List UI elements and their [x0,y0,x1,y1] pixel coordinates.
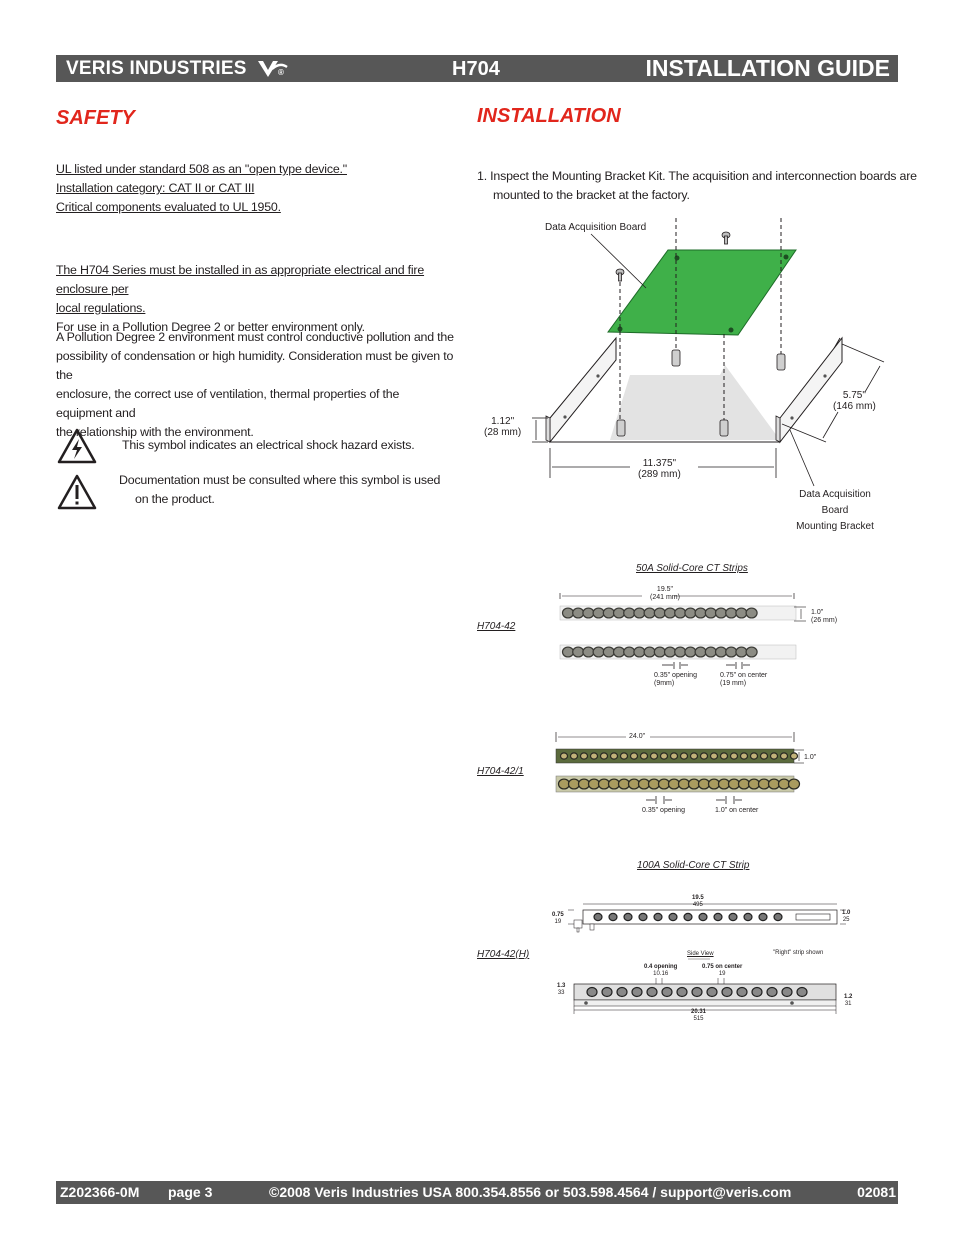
ct-ring [632,988,642,997]
bracket-label-line: Data Acquisition Board [799,489,871,516]
length-mm: (241 mm) [650,594,680,601]
guide-title: INSTALLATION GUIDE [645,55,890,81]
safety-heading: SAFETY [56,107,135,129]
ul-line: UL listed under standard 508 as an "open type device." [56,162,347,176]
ct-ring [571,753,578,759]
ct-ring [639,913,647,920]
h704-42-on-center [720,672,767,688]
model-h704-42-1: H704-42/1 [477,766,524,777]
step-1-line: 1. Inspect the Mounting Bracket Kit. The acquisition and interconnection boards are [477,169,917,183]
pollution-degree-block [56,328,456,442]
ct-ring [639,779,650,789]
pd2-line: enclosure, the correct use of ventilation, thermal properties of the equipment and [56,387,400,420]
ct-ring [677,988,687,997]
length-in: 19.5" [656,586,674,593]
ct-ring [559,779,570,789]
right-height-in: 1.2 [844,994,853,1000]
ct-ring [621,753,628,759]
ct-ring [654,647,665,657]
ct-ring [662,988,672,997]
ct-ring [726,608,737,618]
ct-ring [722,988,732,997]
pollution-line: For use in a Pollution Degree 2 or better environment only. [56,320,365,334]
ct-ring [709,779,720,789]
ct-ring [594,913,602,920]
ct-ring [761,753,768,759]
ct-ring [644,647,655,657]
ct-ring [689,779,700,789]
depth-in: 5.75" [842,390,866,401]
h704-42-1-height: 1.0" [804,754,817,761]
length-mm: 495 [692,902,703,908]
width-dimension [638,458,681,480]
depth-mm: (146 mm) [833,401,876,412]
ct-ring [669,913,677,920]
on-center-mm: (19 mm) [720,680,747,687]
ct-ring [624,608,635,618]
ct-ring [583,647,594,657]
ct-ring [701,753,708,759]
board-label: Data Acquisition Board [545,222,647,233]
step-1 [477,167,917,205]
ct-ring [563,647,574,657]
ct-ring [614,608,625,618]
left-height-in: 1.3 [557,983,566,989]
ct-ring [603,647,614,657]
ct-ring [601,753,608,759]
ct-ring [749,779,760,789]
documentation-text [119,471,440,509]
pd2-line: the relationship with the environment. [56,425,254,439]
opening-mm: 10.16 [653,971,669,977]
length-mm: 515 [693,1016,704,1022]
ct-ring [609,913,617,920]
ct-ring [729,779,740,789]
ct-ring [629,779,640,789]
ct-ring [684,913,692,920]
h704-42-1-strips [552,728,822,820]
on-center-in: 0.75 on center [702,964,743,970]
ct-ring [651,753,658,759]
ct-ring [711,753,718,759]
ct-ring [619,779,630,789]
doc-code: 02081 [857,1184,896,1200]
veris-logo-icon [256,58,292,80]
ct-ring [593,647,604,657]
bracket-floor [610,365,780,440]
h704-42h-bottom-left-height [557,983,565,997]
ct-ring [774,913,782,920]
ct-ring [659,779,670,789]
opening-mm: (9mm) [654,680,675,687]
ct-ring [721,753,728,759]
brand-name [66,58,247,80]
caution-icon [57,474,97,510]
ct-ring [634,647,645,657]
ct-ring [714,913,722,920]
length-in: 19.5 [692,895,704,901]
ct-ring [581,753,588,759]
height-dimension [484,416,521,438]
ct-ring [624,913,632,920]
bracket-label [785,487,885,535]
enclosure-line: The H704 Series must be installed in as appropriate electrical and fire enclosure per [56,263,425,296]
ct-ring [769,779,780,789]
on-center-in: 0.75" on center [720,672,768,679]
ct-ring [739,779,750,789]
ct-ring [699,913,707,920]
documentation-line: Documentation must be consulted where this symbol is used [119,473,441,487]
model-h704-42: H704-42 [477,621,516,632]
ct-ring [679,779,690,789]
width-mm: (289 mm) [638,469,681,480]
shock-hazard-icon [57,428,97,464]
ct-ring [665,647,676,657]
ct-ring [705,608,716,618]
ct-ring [752,988,762,997]
ct-ring [781,753,788,759]
ct-ring [699,779,710,789]
ct-ring [671,753,678,759]
ct-ring [767,988,777,997]
ct-ring [624,647,635,657]
ct-ring [759,913,767,920]
ct-ring [647,988,657,997]
ct-row-1 [563,608,758,618]
ct-ring [602,988,612,997]
ct-ring [654,913,662,920]
ct-ring [797,988,807,997]
ct-ring [587,988,597,997]
right-height-mm: 31 [844,1001,852,1007]
footer-bar [56,1181,898,1204]
ct-50a-title: 50A Solid-Core CT Strips [636,563,748,574]
h704-42h-on-center [702,964,742,978]
ct-ring [771,753,778,759]
right-height-in: 1.0 [842,910,851,916]
ct-ring [641,753,648,759]
ct-ring [573,647,584,657]
bracket-label-line: Mounting Bracket [796,521,874,532]
ct-ring [681,753,688,759]
ct-ring [591,753,598,759]
left-height-mm: 19 [554,919,562,925]
h704-42-strips [556,585,846,695]
ct-ring [726,647,737,657]
ct-ring [583,608,594,618]
ct-ring [603,608,614,618]
h704-42h-length [692,895,704,909]
ct-ring [716,608,727,618]
ct-ring [561,753,568,759]
ct-ring [685,647,696,657]
documentation-line: on the product. [135,492,215,506]
shock-hazard-text: This symbol indicates an electrical shock hazard exists. [122,438,415,452]
ul-listing-block [56,160,347,217]
ct-row-6 [587,988,807,997]
step-1-line: mounted to the bracket at the factory. [493,188,690,202]
ct-ring [695,608,706,618]
height-in: 1.0" [811,609,824,616]
ct-ring [569,779,580,789]
ct-ring [695,647,706,657]
h704-42-1-on-center: 1.0" on center [715,807,759,814]
ct-ring [614,647,625,657]
ct-ring [579,779,590,789]
depth-dimension [833,390,876,412]
ct-ring [589,779,600,789]
model-h704-42h: H704-42(H) [477,949,530,960]
ct-ring [634,608,645,618]
doc-number: Z202366-0M [60,1184,140,1200]
model-title: H704 [452,58,500,80]
ct-ring [611,753,618,759]
pd2-line: A Pollution Degree 2 environment must control conductive pollution and the [56,330,454,344]
ct-ring [563,608,574,618]
h704-42-1-opening: 0.35" opening [642,807,685,814]
ct-ring [736,608,747,618]
h704-42h-opening [644,964,677,978]
h704-42h-bottom-length [691,1009,706,1023]
ct-ring [617,988,627,997]
height-in: 1.12" [491,416,515,427]
ct-ring [649,779,660,789]
ct-ring [593,608,604,618]
ct-ring [705,647,716,657]
enclosure-block [56,261,456,337]
ct-100a-title: 100A Solid-Core CT Strip [637,860,750,871]
mounting-bracket-diagram [470,210,900,530]
right-strip-note: "Right" strip shown [773,950,824,956]
ct-ring [685,608,696,618]
data-acquisition-board [608,250,796,335]
side-view-label: Side View [687,951,714,957]
ct-ring [791,753,798,759]
ct-ring [599,779,610,789]
ct-ring [675,608,686,618]
ct-ring [669,779,680,789]
h704-42h-left-height [552,912,564,926]
ct-ring [736,647,747,657]
h704-42-opening [654,672,697,688]
ct-ring [707,988,717,997]
opening-in: 0.35" opening [654,672,697,679]
header-bar [56,55,898,82]
ct-ring [631,753,638,759]
ct-ring [661,753,668,759]
ct-ring [654,608,665,618]
ct-ring [741,753,748,759]
page-number: page 3 [168,1184,213,1200]
h704-42h-bottom-right-height [844,994,852,1008]
copyright: ©2008 Veris Industries USA 800.354.8556 or 503.598.4564 / support@veris.com [269,1184,792,1200]
pd2-line: possibility of condensation or high humidity. Consideration must be given to the [56,349,454,382]
ct-ring [716,647,727,657]
ul-line: Critical components evaluated to UL 1950. [56,200,281,214]
ul-line: Installation category: CAT II or CAT III [56,181,255,195]
h704-42-1-length: 24.0" [629,733,646,740]
ct-ring [746,608,757,618]
right-height-mm: 25 [842,917,850,923]
ct-ring [729,913,737,920]
ct-ring [744,913,752,920]
registered-mark: ® [278,68,284,77]
length-in: 20.31 [691,1009,707,1015]
ct-ring [751,753,758,759]
h704-42-length [650,586,680,602]
ct-ring [759,779,770,789]
ct-ring [675,647,686,657]
bracket-left-wall [550,338,616,442]
on-center-mm: 19 [718,971,726,977]
ct-ring [731,753,738,759]
height-mm: (26 mm) [811,617,838,624]
ct-ring [573,608,584,618]
ct-ring [644,608,655,618]
height-mm: (28 mm) [484,427,522,438]
ct-row-2 [563,647,758,657]
h704-42-height [811,609,837,625]
h704-42h-right-height [842,910,850,924]
ct-ring [719,779,730,789]
width-in: 11.375" [642,458,677,469]
ct-ring [779,779,790,789]
ct-ring [746,647,757,657]
brand-text: VERIS INDUSTRIES [66,58,247,79]
ct-ring [692,988,702,997]
installation-heading: INSTALLATION [477,105,621,127]
h704-42h-drawing [550,890,853,1025]
ct-ring [789,779,800,789]
ct-ring [691,753,698,759]
ct-ring [782,988,792,997]
ct-ring [737,988,747,997]
enclosure-line: local regulations. [56,301,146,315]
opening-in: 0.4 opening [644,964,678,970]
ct-ring [665,608,676,618]
left-height-mm: 33 [557,990,565,996]
ct-ring [609,779,620,789]
left-height-in: 0.75 [552,912,564,918]
